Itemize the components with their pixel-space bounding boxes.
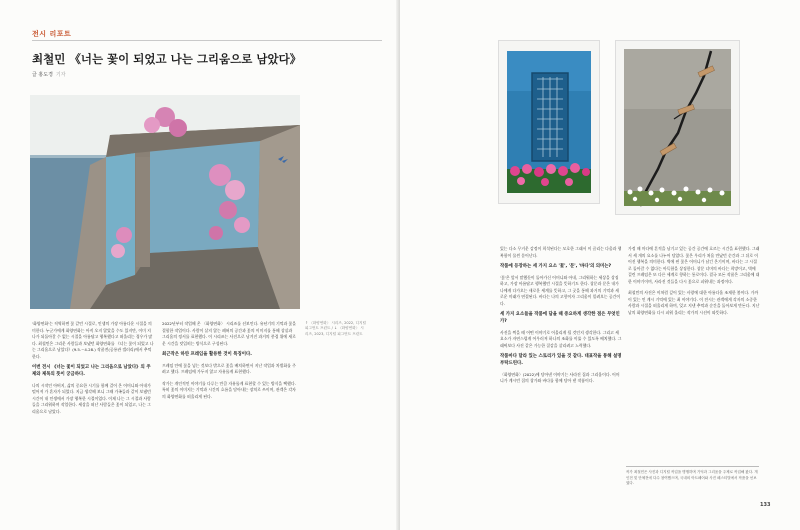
answer-paragraph-2: 프레임 안에 꽃을 넣는 것보다 밖으로 꽃을 배치하면서 지난 작업과 차별화를 주려고 했다. 프레임에 가두지 않고 자유롭게 표현했다. [162, 362, 296, 375]
right-body-column-2 [628, 246, 760, 321]
article-title: 최철민 《너는 꽃이 되었고 나는 그리움으로 남았다》 [32, 52, 302, 66]
answer-paragraph-1: 나의 시작인 아버지, 삶의 중요한 시기를 함께 걸어 온 어머니와 아내가 떨어져 가 혼자가 되었다. 지금 생각해 보니 그때 가족들과 같이 보냈던 시간이 내 인생에서 가장 행복한 시절이었다. 이제 나는 그 시절과 사람들을 그리워하며 작업한다. 세상을 떠난 사람들은 꽃이 되었고, 나는 그리움으로 남았다. [32, 382, 151, 414]
byline [32, 71, 66, 78]
right-paragraph-6: 최철민의 사진은 이처럼 깊어 있는 사랑에 대한 아름다움 조재한 봄이다. 가까이 있는 인 계시 기억에 있는 최 이야기다. 이 전시는 관객에게 각자의 소중한 사람과 시절을 떠올리게 하며, 잊고 지낸 추억과 순간을 돌아보게 만든다. 지난 날의 화양연화를 다시 피워 올리는 작가의 시선이 따뜻하다. [628, 290, 760, 315]
section-label: 전시 리포트 [32, 30, 72, 38]
right-paragraph-1: 있는 다소 무거운 감정이 희석된다는 모호한 그래서 이 끌리는 다음과 행복함이 물씬 묻어난다. [500, 246, 622, 258]
photo-caption: ↑ 〈화양연화〉 시리즈, 2022, 디지털 피그먼트 프린트 / ↓ 〈화양연화〉 시리즈, 2023, 디지털 피그먼트 프린트 [305, 321, 366, 336]
right-question-heading-1: 작품에 등장하는 세 가지 요소 '꽃', '문', '바다'의 의미는? [500, 264, 612, 269]
right-paragraph-4: 〈화양연화〉(2022)에 담아낸 이야기는 사라진 집과 그리움이다. 어머니가 계시던 집의 창가와 바다를 함께 담아 낸 작품이다. [500, 371, 620, 384]
cracked-wall-illustration [616, 41, 739, 214]
right-question-heading-3: 작품마다 달라 있는 스토리가 있을 것 같다. 대표작을 통해 설명 부탁드린다. [500, 354, 622, 367]
artwork-photo-blue-window [498, 40, 600, 204]
body-column-2 [162, 321, 297, 405]
right-page [400, 0, 800, 530]
artwork-photo-ruined-room [30, 95, 300, 309]
byline-role: 기자 [55, 72, 66, 78]
intro-paragraph: '화양연화'는 직역하면 꽃 같던 시절로, 인생의 가장 아름다운 시절을 의미한다. 누군가에게 화양연화는 아직 오지 않았을 수도 있지만, 이미 지나가 되돌아갈 수 없는 시절을 아름답고 행복했다고 떠올리는 경우가 많다. 최철민은 그리운 사람들과 보냈던 화양연화를 《너는 꽃이 되었고 나는 그리움으로 남았다》(9.5.~4.28.) 작품전(공릉관 갤러리)에서 추억한다. [32, 321, 154, 359]
paragraph-series: 2022년부터 작업해 온 〈화양연화〉 시리즈를 선보인다. 유년기의 기억과 꽃을 결합한 작업이다. 사람이 살지 않는 폐허의 공간과 꽃의 이미지를 통해 상실과 그리움의 정서를 표현했다. 이 시리즈는 사진으로 남겨진 과거의 풍경 위에 새로운 시간을 덧입히는 방식으로 구성된다. [162, 321, 297, 346]
blue-window-illustration [499, 41, 599, 203]
right-paragraph-2: '꽃'은 앞서 말했듯이 돌아가신 어머니와 아내, 그리워하는 세상을 상징하고, 가장 아름답고 행복했던 시절을 뜻하기도 한다. 창문과 문은 내가 나에게 다가오는 새로운 세계를 뜻하고, 그 곳을 통해 과거의 기억과 새로운 미래가 연결된다. 바다는 나의 고향이자 그리움이 밀려오는 공간이다. [500, 274, 621, 306]
question-heading-1: 이번 전시 《너는 꽃이 되었고 나는 그리움으로 남았다》의 주제와 제목의 뜻이 궁금하다. [32, 365, 151, 377]
artist-footnote: 작가 최철민은 사진과 디지털 작업을 병행하며 기억과 그리움을 주제로 작업해 왔다. 개인전 및 단체전에 다수 참여했으며, 국내외 아트페어와 사진 페스티벌에서 작품을 선보였다. [626, 466, 759, 487]
artwork-photo-cracked-wall [615, 40, 740, 215]
right-paragraph-5: 가정 때 마다에 흔적을 남기고 있는 공간 공간에 흐르는 시간을 표현했다. 그래서 세 개의 요소를 나누어 담았다. 꽃은 우리가 처음 만났던 순간과 그 뒤로 이어진 행복을 의미한다. 벽에 핀 꽃은 어머니가 남긴 온기이며, 바다는 그 시절로 돌아갈 수 없다는 아득함을 상징한다. 창문 너머의 바다는 희망이고, 벽에 걸린 프레임은 또 다른 세계로 향하는 통로이다. 결국 모든 작품은 그리움에 대한 이야기이며, 사라진 것들을 다시 꽃으로 피워내는 과정이다. [628, 246, 760, 284]
left-page [0, 0, 398, 530]
right-body-column-1 [500, 246, 622, 390]
question-heading-2: 최근작은 하얀 프레임을 활용한 것이 특징이다. [162, 352, 252, 357]
page-number: 133 [760, 502, 771, 508]
right-question-heading-2: 세 가지 요소들을 작품에 담을 때 중요하게 생각한 점은 무엇인가? [500, 312, 620, 325]
byline-name: 글 홍도경 [32, 72, 53, 78]
body-column-1 [32, 321, 154, 420]
paragraph-closing: 작가는 개인적인 이야기를 다루는 만큼 자유롭게 표현할 수 있는 방식을 택했다. 특히 꽃의 이미지는 기억과 시간의 흐름을 담아내는 장치로 쓰이며, 관객은 각자의 화양연화를 떠올리게 된다. [162, 380, 296, 399]
ruined-room-illustration [30, 95, 300, 309]
right-paragraph-3: 사진을 찍을 때 어떤 이야기로 어울리게 될 것인지 생각한다. 그리고 세 요소가 자연스럽게 어우러져 하나의 조화를 이룰 수 있도록 배치했다. 그래픽보다 사진 같은 가능한 질감을 살리려고 노력했다. [500, 329, 622, 348]
section-divider [32, 40, 382, 41]
